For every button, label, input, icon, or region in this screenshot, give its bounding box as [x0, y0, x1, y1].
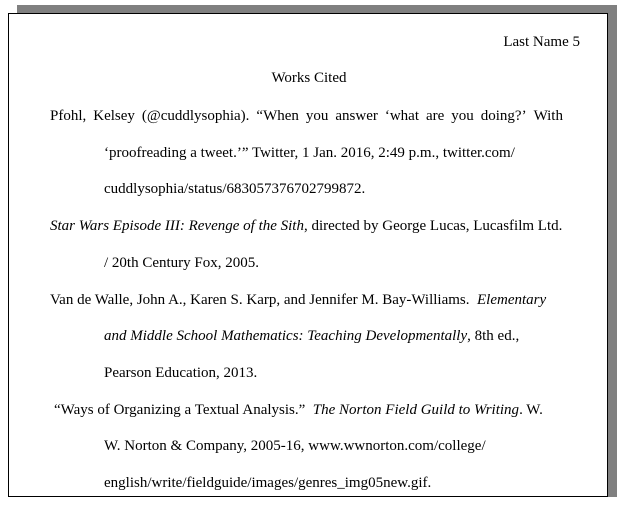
- page-title: Works Cited: [271, 70, 347, 86]
- citation-1-line-3: cuddlysophia/status/683057376702799872.: [104, 181, 366, 197]
- citation-2-details: , directed by George Lucas, Lucasfilm Ltd.: [303, 218, 563, 234]
- citation-3-title-end: and Middle School Mathematics: Teaching Developmentally: [104, 328, 468, 344]
- citation-2-line-2: / 20th Century Fox, 2005.: [104, 255, 260, 271]
- citation-4-publisher-start: . W.: [519, 402, 543, 418]
- citation-word: With: [533, 108, 563, 124]
- citation-3-edition: , 8th ed.,: [467, 328, 520, 344]
- citation-2-line-1: [50, 218, 562, 235]
- citation-word: (@cuddlysophia).: [141, 108, 250, 124]
- citation-word: Kelsey: [93, 108, 135, 124]
- citation-1-line-2: ‘proofreading a tweet.’” Twitter, 1 Jan. 2016, 2:49 p.m., twitter.com/: [104, 145, 515, 161]
- citation-4-line-2: W. Norton & Company, 2005-16, www.wwnorton.com/college/: [104, 438, 486, 454]
- citation-word: answer: [335, 108, 378, 124]
- citation-4-line-3: english/write/fieldguide/images/genres_img05new.gif.: [104, 475, 432, 491]
- citation-3-line-3: Pearson Education, 2013.: [104, 365, 258, 381]
- citation-word: “When: [256, 108, 299, 124]
- citation-2-title: Star Wars Episode III: Revenge of the Sith: [50, 218, 304, 234]
- citation-4-line-1: [54, 402, 543, 419]
- citation-3-line-1: [50, 292, 546, 309]
- document-page: [8, 13, 608, 497]
- citation-word: you: [305, 108, 329, 124]
- citation-3-line-2: [104, 328, 519, 345]
- citation-3-authors: Van de Walle, John A., Karen S. Karp, and Jennifer M. Bay-Williams.: [50, 292, 470, 308]
- citation-1-line-1: [50, 108, 563, 125]
- citation-4-title: The Norton Field Guild to Writing: [312, 402, 520, 418]
- citation-word: doing?’: [480, 108, 527, 124]
- citation-word: Pfohl,: [50, 108, 87, 124]
- citation-word: are: [425, 108, 445, 124]
- running-header: Last Name 5: [503, 34, 580, 50]
- citation-word: ‘what: [384, 108, 419, 124]
- citation-3-title-start: Elementary: [477, 292, 547, 308]
- citation-4-quote: “Ways of Organizing a Textual Analysis.”: [54, 402, 306, 418]
- citation-word: you: [451, 108, 474, 124]
